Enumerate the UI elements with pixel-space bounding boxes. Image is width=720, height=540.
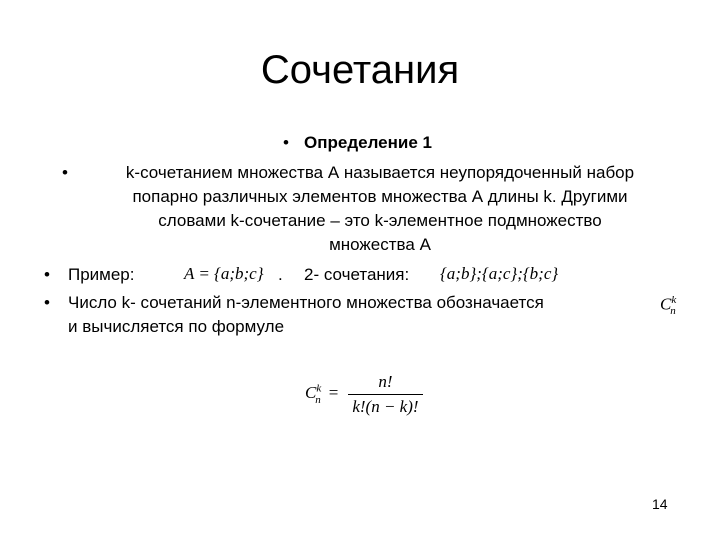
formula-numerator: n!	[378, 372, 393, 391]
definition-heading: Определение 1	[304, 133, 432, 152]
formula-lhs: $C^k_n$	[305, 382, 322, 406]
bullet-icon: •	[44, 265, 50, 284]
formula-fraction	[348, 372, 422, 417]
count-line-2: и вычисляется по формуле	[68, 317, 285, 336]
combination-formula	[305, 372, 423, 417]
page-number: 14	[652, 496, 668, 512]
definition-line: множества А	[329, 235, 431, 254]
example-combos: {a;b};{a;c};{b;c}	[440, 264, 559, 283]
example-dot: .	[278, 265, 283, 284]
formula-equals: =	[328, 383, 339, 403]
bullet-icon: •	[44, 293, 50, 312]
example-combos-label: 2- сочетания:	[304, 265, 410, 284]
slide-title: Сочетания	[260, 48, 460, 92]
example-set: A = {a;b;c}	[184, 264, 264, 283]
definition-line: словами k-сочетание – это k-элементное подмножество	[158, 211, 602, 230]
formula-denominator: k!(n − k)!	[348, 394, 422, 417]
combination-notation: $C^k_n$	[660, 294, 677, 318]
definition-line: попарно различных элементов множества А длины k. Другими	[132, 187, 628, 206]
definition-line: k-сочетанием множества А называется неупорядоченный набор	[125, 163, 635, 182]
example-label: Пример:	[68, 265, 135, 284]
count-line-1: Число k- сочетаний n-элементного множества обозначается	[68, 293, 544, 312]
bullet-icon: •	[62, 163, 68, 182]
bullet-icon: •	[283, 133, 289, 152]
